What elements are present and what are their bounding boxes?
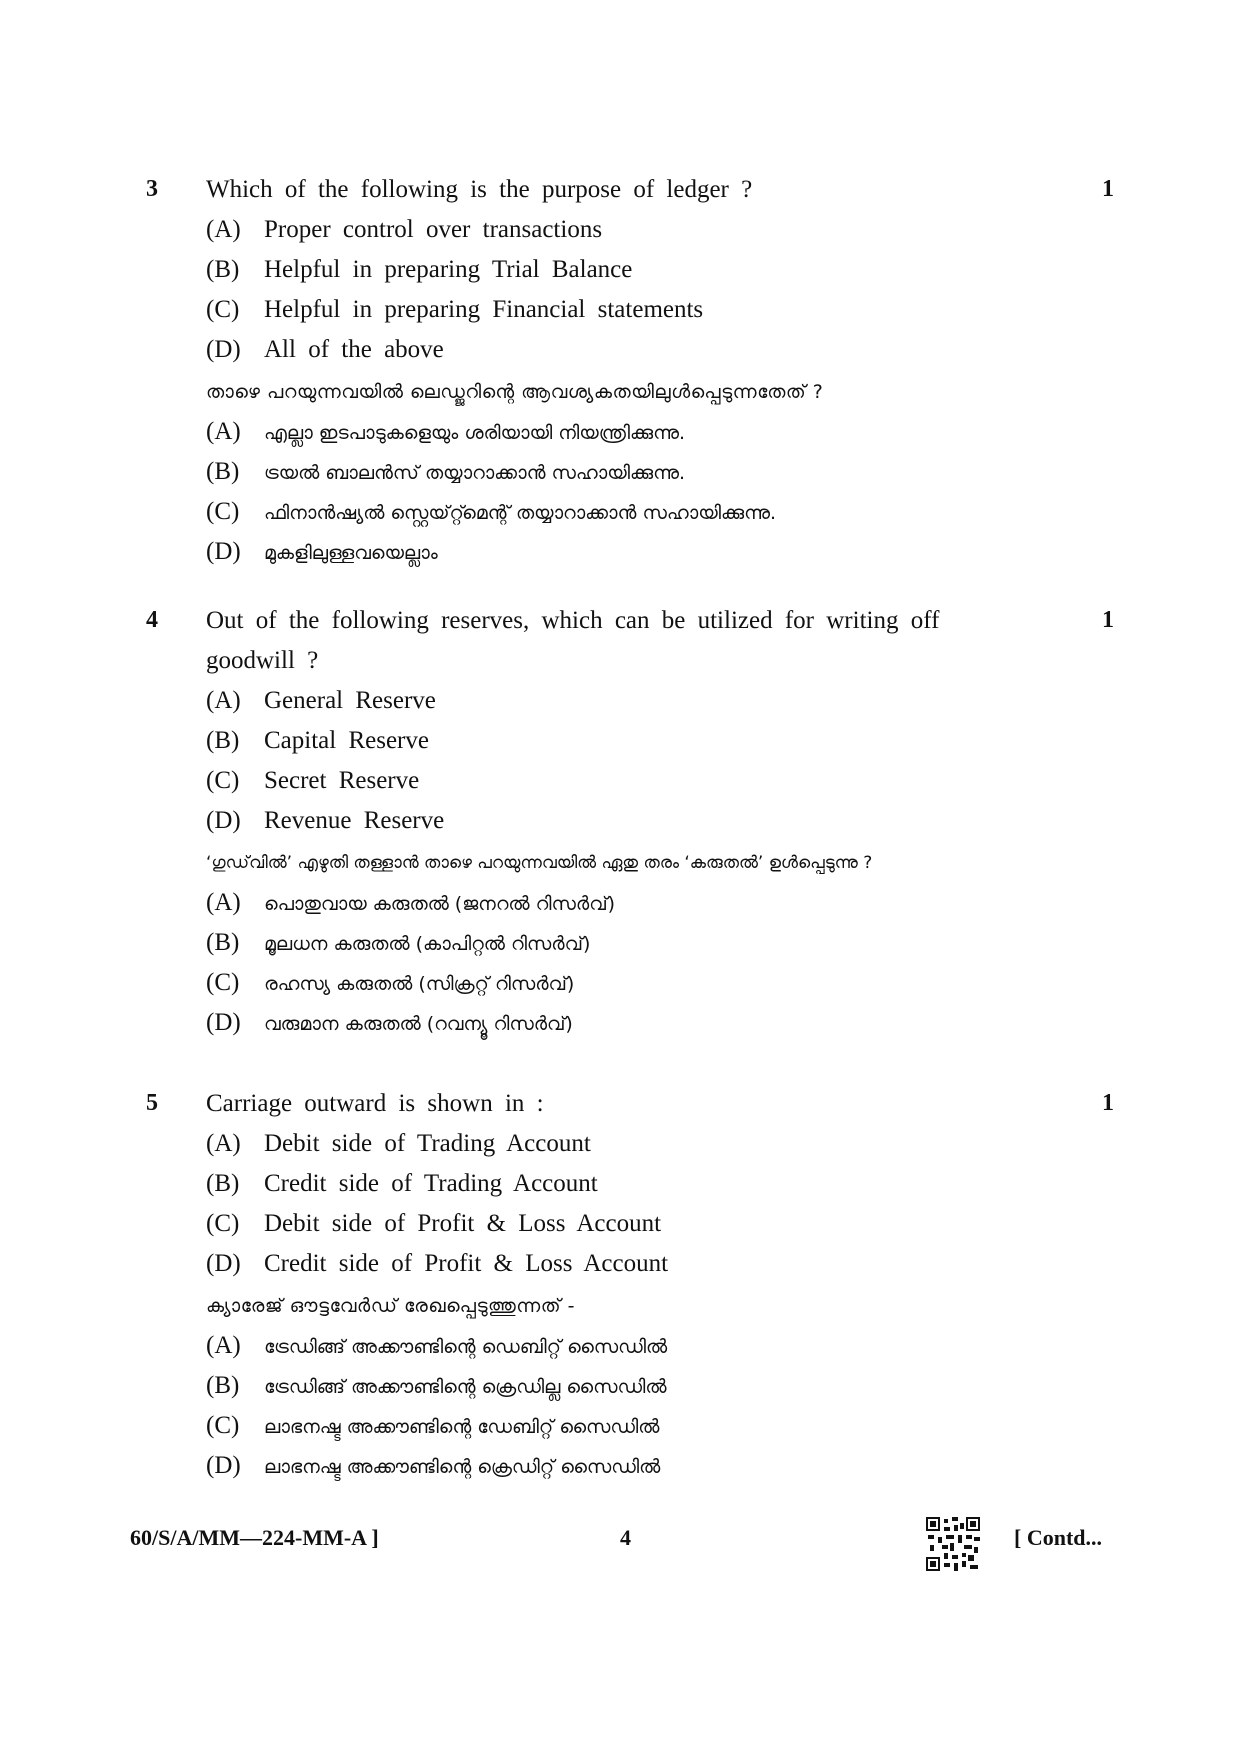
malayalam-option-d: (D) മുകളിലുള്ളവയെല്ലാം (206, 538, 438, 565)
option-b: (B) Capital Reserve (206, 727, 429, 754)
question-number: 5 (146, 1090, 158, 1116)
question-number: 4 (146, 607, 158, 633)
option-d: (D) Revenue Reserve (206, 807, 445, 834)
question-stem: Carriage outward is shown in : (206, 1090, 544, 1117)
paper-code: 60/S/A/MM—224-MM-A ] (130, 1525, 379, 1550)
continued-label: [ Contd... (1014, 1525, 1103, 1550)
malayalam-option-d: (D) ലാഭനഷ്ട അക്കൗണ്ടിന്റെ ക്രെഡിറ്റ് സൈഡിൽ (206, 1452, 661, 1479)
option-d: (D) All of the above (206, 336, 444, 363)
page-footer (0, 1525, 1240, 1585)
malayalam-option-c: (C) ഫിനാൻഷ്യൽ സ്റ്റെയ്റ്റ്മെന്റ് തയ്യാറാക്കാൻ സഹായിക്കുന്നു. (206, 498, 777, 525)
option-a: (A) Proper control over transactions (206, 216, 603, 243)
malayalam-stem: ക്യാരേജ് ഔട്ടവേർഡ് രേഖപ്പെടുത്തുന്നത് - (206, 1295, 575, 1317)
option-a: (A) General Reserve (206, 687, 436, 714)
qr-code-icon (926, 1517, 980, 1571)
malayalam-option-b: (B) മൂലധന കരുതൽ (കാപിറ്റൽ റിസർവ്) (206, 929, 591, 956)
option-a: (A) Debit side of Trading Account (206, 1130, 591, 1157)
malayalam-option-a: (A) പൊതുവായ കരുതൽ (ജനറൽ റിസർവ്) (206, 889, 616, 916)
malayalam-option-c: (C) രഹസ്യ കരുതൽ (സിക്രറ്റ് റിസർവ്) (206, 969, 575, 996)
malayalam-option-b: (B) ട്രയൽ ബാലൻസ് തയ്യാറാക്കാൻ സഹായിക്കുന്നു. (206, 458, 686, 485)
option-d: (D) Credit side of Profit & Loss Account (206, 1250, 669, 1277)
malayalam-option-a: (A) ട്രേഡിങ്ങ് അക്കൗണ്ടിന്റെ ഡെബിറ്റ് സൈഡിൽ (206, 1332, 668, 1359)
question-marks: 1 (1102, 607, 1114, 633)
option-b: (B) Helpful in preparing Trial Balance (206, 256, 633, 283)
question-stem: Which of the following is the purpose of ledger ? (206, 176, 753, 203)
option-c: (C) Helpful in preparing Financial statements (206, 296, 704, 323)
question-number: 3 (146, 176, 158, 202)
question-stem: Out of the following reserves, which can be utilized for writing off goodwill ? (206, 607, 940, 674)
malayalam-option-d: (D) വരുമാന കരുതൽ (റവന്യൂ റിസർവ്) (206, 1009, 573, 1036)
malayalam-option-a: (A) എല്ലാ ഇടപാടുകളെയും ശരിയായി നിയന്ത്രിക്കുന്നു. (206, 418, 686, 445)
malayalam-stem: ‘ഗുഡ്‌വിൽ’ എഴുതി തള്ളാൻ താഴെ പറയുന്നവയിൽ ഏതു തരം ‘കരുതൽ’ ഉൾപ്പെടുന്നു ? (206, 853, 873, 873)
option-c: (C) Secret Reserve (206, 767, 420, 794)
malayalam-stem: താഴെ പറയുന്നവയിൽ ലെഡ്ജറിന്റെ ആവശ്യകതയിലുൾപ്പെടുന്നതേത് ? (206, 381, 824, 403)
question-marks: 1 (1102, 176, 1114, 202)
page-number: 4 (620, 1525, 631, 1550)
malayalam-option-c: (C) ലാഭനഷ്ട അക്കൗണ്ടിന്റെ ഡേബിറ്റ് സൈഡിൽ (206, 1412, 660, 1439)
option-c: (C) Debit side of Profit & Loss Account (206, 1210, 662, 1237)
option-b: (B) Credit side of Trading Account (206, 1170, 598, 1197)
question-marks: 1 (1102, 1090, 1114, 1116)
malayalam-option-b: (B) ട്രേഡിങ്ങ് അക്കൗണ്ടിന്റെ ക്രെഡില്ല സൈഡിൽ (206, 1372, 667, 1399)
